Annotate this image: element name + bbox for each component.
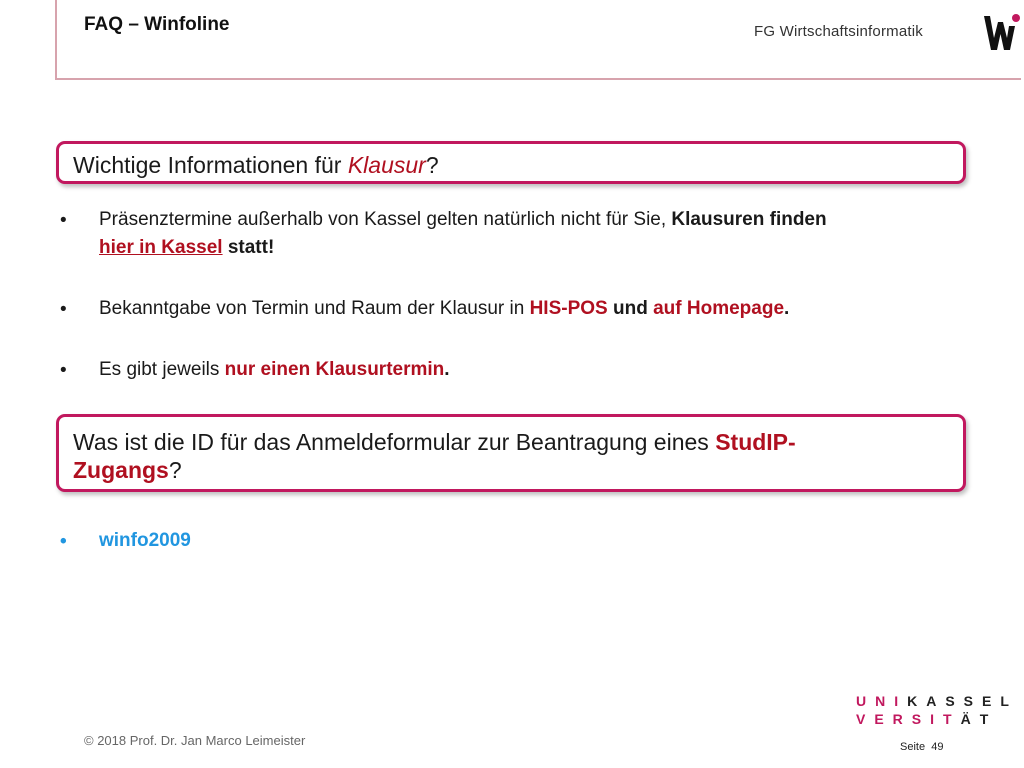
question-suffix: ? <box>425 152 439 178</box>
header-frame <box>55 0 1021 80</box>
question-suffix: ? <box>168 457 182 483</box>
question-heading <box>73 428 953 484</box>
bullet-bold: Klausuren finden <box>671 209 827 230</box>
bullet-marker: • <box>60 360 67 381</box>
logo-part: ÄT <box>960 711 998 727</box>
bullet-item <box>99 356 979 384</box>
department-label: FG Wirtschaftsinformatik <box>754 23 923 40</box>
bullet-marker: • <box>60 210 67 231</box>
uni-kassel-logo <box>856 692 1018 728</box>
question-text: Was ist die ID für das Anmeldeformular zur Beantragung eines <box>73 429 716 455</box>
bullet-text: Bekanntgabe von Termin und Raum der Klausur in <box>99 298 530 319</box>
bullet-text: Es gibt jeweils <box>99 359 225 380</box>
wi-logo-icon <box>982 12 1020 52</box>
page-label: Seite <box>900 741 926 753</box>
answer-text: winfo2009 <box>99 530 191 551</box>
bullet-item <box>99 206 979 262</box>
copyright-text: © 2018 Prof. Dr. Jan Marco Leimeister <box>84 733 306 748</box>
question-box-klausur <box>56 141 966 184</box>
logo-part: KASSEL <box>907 693 1018 709</box>
question-highlight: Klausur <box>347 152 426 178</box>
bullet-link[interactable]: hier in Kassel <box>99 237 223 258</box>
question-highlight: StudIP- <box>715 429 796 455</box>
bullet-highlight: HIS-POS <box>529 298 608 319</box>
question-text: Wichtige Informationen für <box>73 152 348 178</box>
bullet-bold: statt! <box>222 237 275 258</box>
bullet-bold: und <box>607 298 654 319</box>
bullet-highlight: nur einen Klausurtermin <box>224 359 445 380</box>
bullet-marker: • <box>60 299 67 320</box>
bullet-item <box>99 295 979 323</box>
logo-part: VERSIT <box>856 711 961 727</box>
bullet-highlight: auf Homepage <box>653 298 785 319</box>
header-title: FAQ – Winfoline <box>84 14 230 35</box>
question-heading <box>73 151 439 179</box>
page-number <box>900 741 943 753</box>
bullet-marker: • <box>60 531 67 552</box>
bullet-text: Präsenztermine außerhalb von Kassel gelten natürlich nicht für Sie, <box>99 209 672 230</box>
question-box-studip <box>56 414 966 492</box>
bullet-bold: . <box>784 298 790 319</box>
question-highlight: Zugangs <box>73 457 169 483</box>
bullet-bold: . <box>444 359 450 380</box>
page-number-value: 49 <box>931 741 944 753</box>
logo-part: UNI <box>856 693 908 709</box>
